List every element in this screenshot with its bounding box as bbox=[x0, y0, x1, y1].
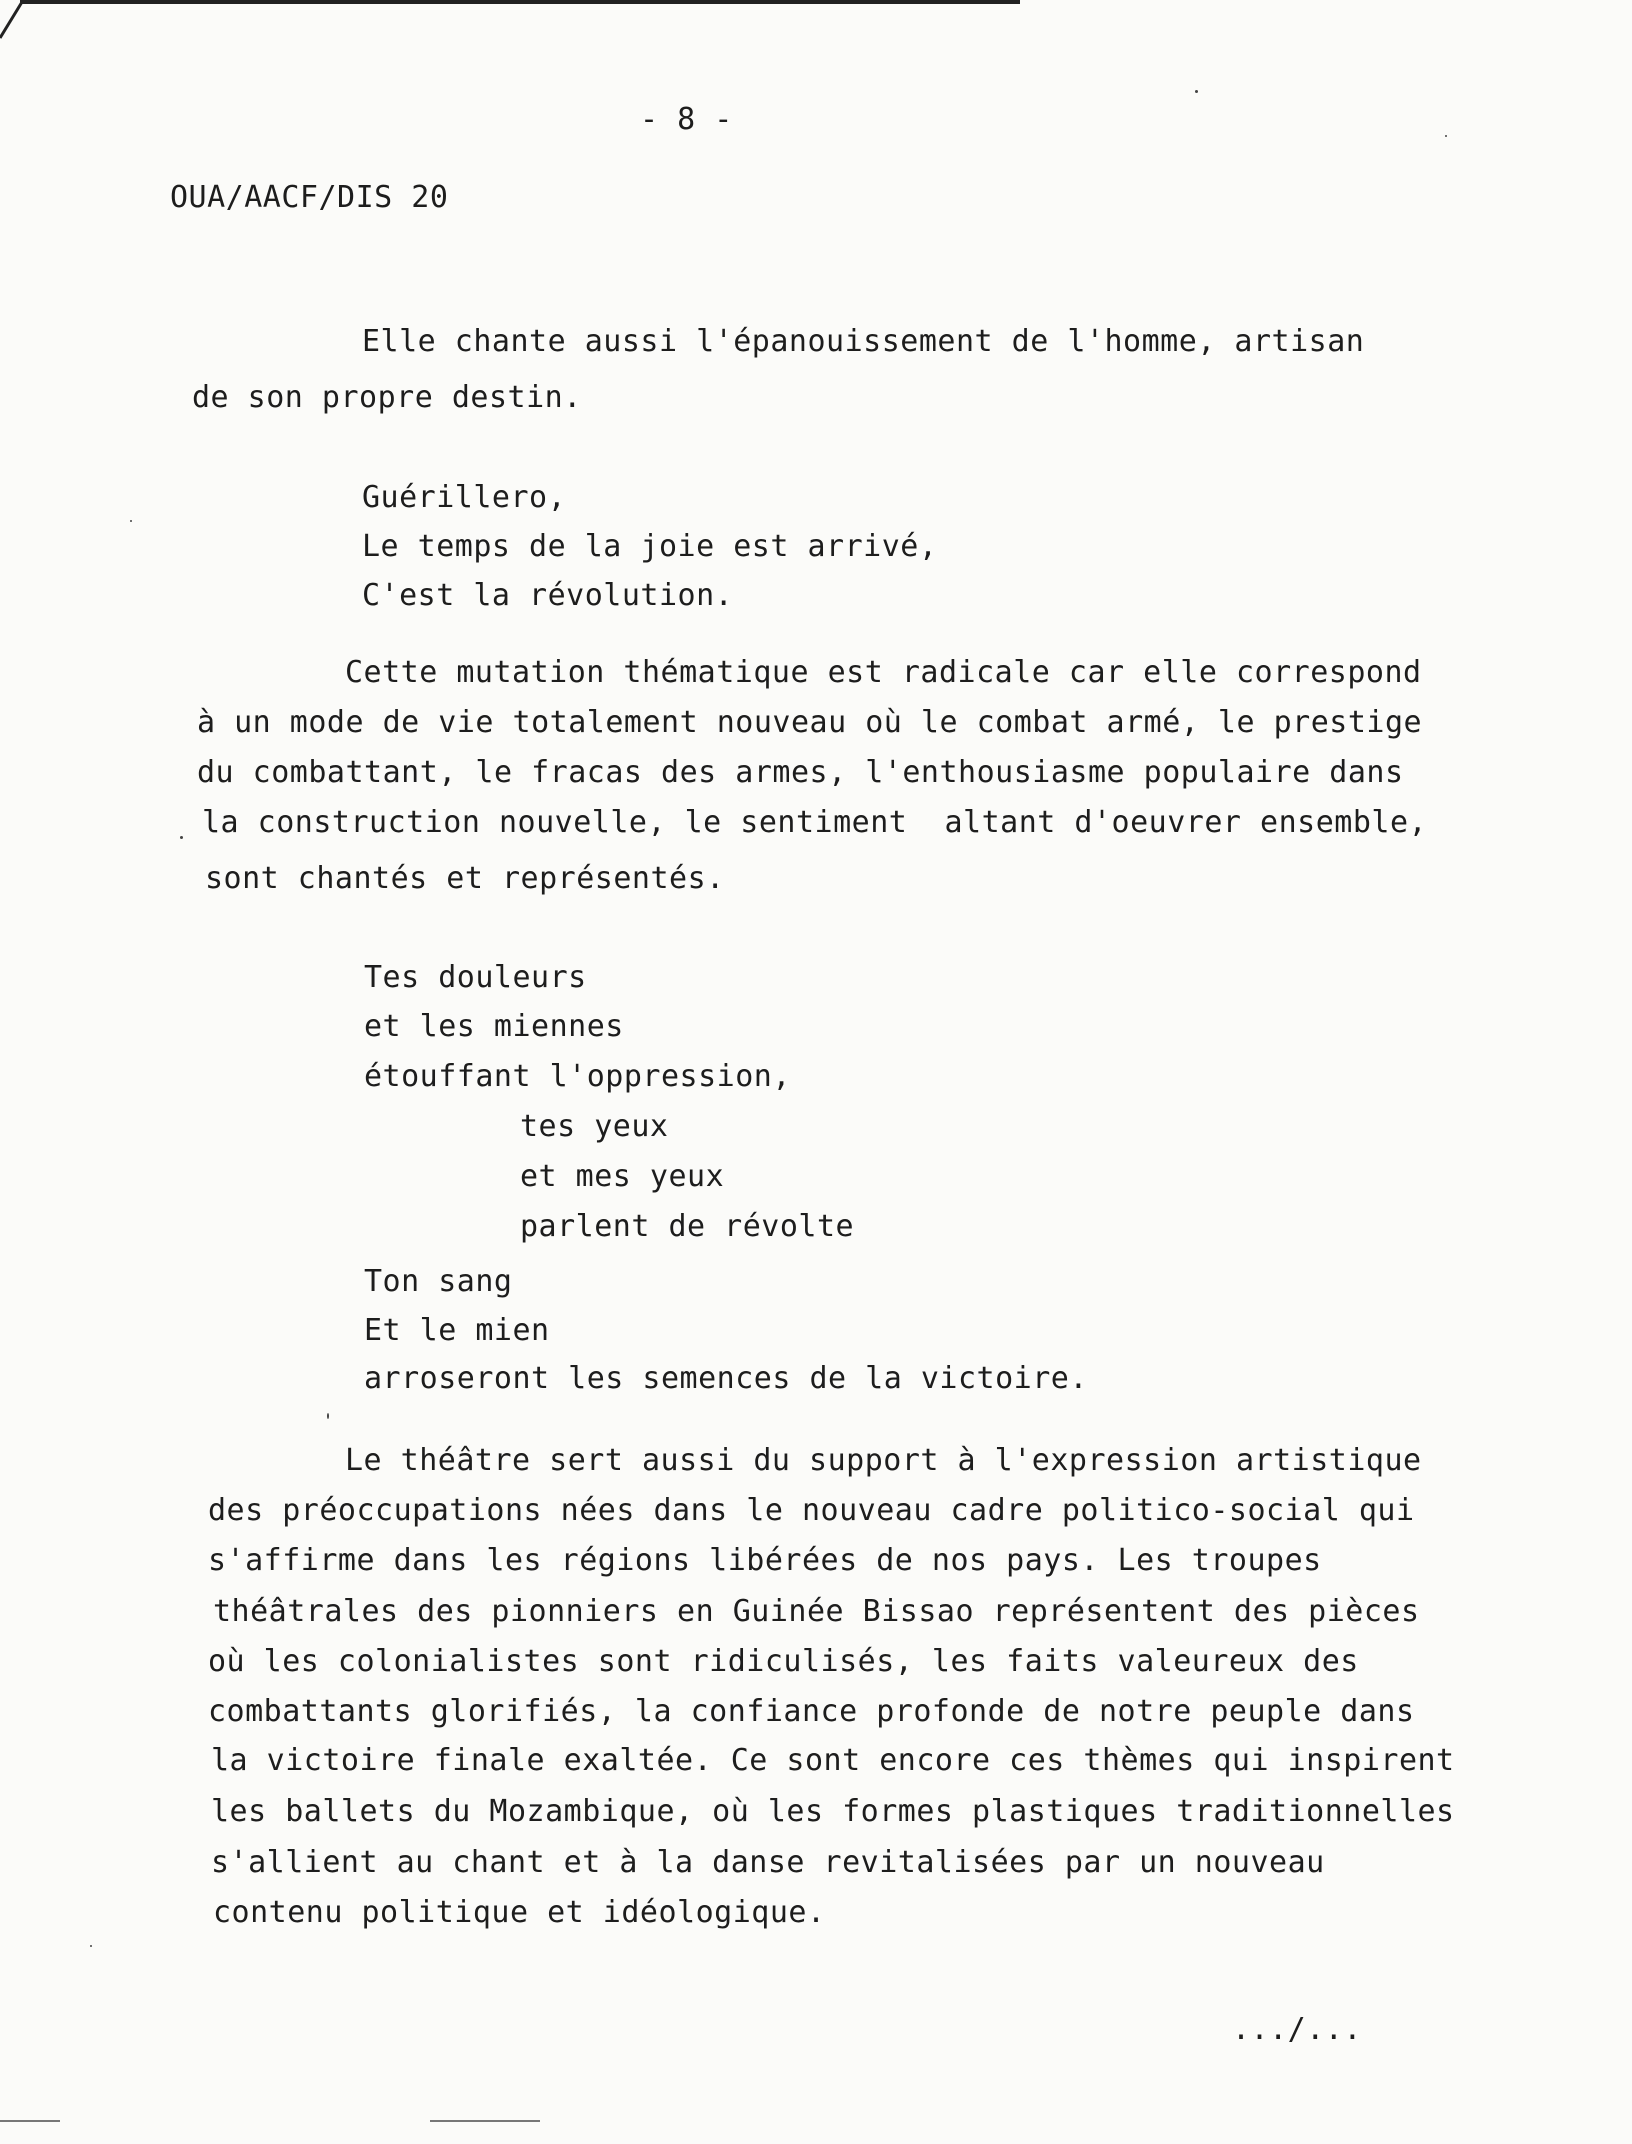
verse-2-line-5: et mes yeux bbox=[520, 1159, 725, 1194]
paragraph-3-line-3: s'affirme dans les régions libérées de nos pays. Les troupes bbox=[208, 1543, 1322, 1578]
verse-2-line-3: étouffant l'oppression, bbox=[364, 1059, 791, 1094]
bottom-scan-line bbox=[0, 2120, 60, 2122]
verse-2-line-7: Ton sang bbox=[364, 1264, 513, 1299]
paragraph-3-line-1: Le théâtre sert aussi du support à l'expression artistique bbox=[345, 1443, 1422, 1478]
paragraph-2-line-3: du combattant, le fracas des armes, l'enthousiasme populaire dans bbox=[197, 755, 1404, 790]
paragraph-1-line-2: de son propre destin. bbox=[192, 380, 582, 415]
scan-speck bbox=[327, 1413, 329, 1419]
document-reference: OUA/AACF/DIS 20 bbox=[170, 180, 449, 215]
paragraph-2-line-4: la construction nouvelle, le sentiment altant d'oeuvrer ensemble, bbox=[202, 805, 1428, 840]
bottom-scan-line bbox=[430, 2120, 540, 2122]
verse-2-line-2: et les miennes bbox=[364, 1009, 624, 1044]
page-number: - 8 - bbox=[640, 102, 733, 137]
scan-speck bbox=[130, 520, 132, 522]
paragraph-3-line-5: où les colonialistes sont ridiculisés, les faits valeureux des bbox=[208, 1644, 1359, 1679]
continuation-mark: .../... bbox=[1232, 2012, 1362, 2047]
verse-1-line-1: Guérillero, bbox=[362, 480, 567, 515]
paragraph-3-line-6: combattants glorifiés, la confiance profonde de notre peuple dans bbox=[208, 1694, 1415, 1729]
paragraph-2-line-5: sont chantés et représentés. bbox=[205, 861, 725, 896]
paragraph-3-line-8: les ballets du Mozambique, où les formes plastiques traditionnelles bbox=[211, 1794, 1455, 1829]
corner-scan-mark bbox=[0, 0, 40, 40]
paragraph-3-line-9: s'allient au chant et à la danse revitalisées par un nouveau bbox=[211, 1845, 1325, 1880]
scan-speck bbox=[90, 1945, 92, 1947]
paragraph-2-line-1: Cette mutation thématique est radicale car elle correspond bbox=[345, 655, 1422, 690]
verse-2-line-6: parlent de révolte bbox=[520, 1209, 855, 1244]
verse-2-line-1: Tes douleurs bbox=[364, 960, 587, 995]
verse-1-line-2: Le temps de la joie est arrivé, bbox=[362, 529, 938, 564]
verse-2-line-4: tes yeux bbox=[520, 1109, 669, 1144]
paragraph-3-line-7: la victoire finale exaltée. Ce sont encore ces thèmes qui inspirent bbox=[211, 1743, 1455, 1778]
scan-speck bbox=[1445, 135, 1447, 137]
paragraph-3-line-10: contenu politique et idéologique. bbox=[213, 1895, 826, 1930]
paragraph-1-line-1: Elle chante aussi l'épanouissement de l'homme, artisan bbox=[362, 324, 1365, 359]
paragraph-3-line-4: théâtrales des pionniers en Guinée Bissao représentent des pièces bbox=[213, 1594, 1420, 1629]
verse-1-line-3: C'est la révolution. bbox=[362, 578, 734, 613]
scan-speck bbox=[180, 836, 183, 839]
scan-speck bbox=[1195, 90, 1198, 93]
verse-2-line-9: arroseront les semences de la victoire. bbox=[364, 1361, 1088, 1396]
paragraph-2-line-2: à un mode de vie totalement nouveau où le combat armé, le prestige bbox=[197, 705, 1423, 740]
paragraph-3-line-2: des préoccupations nées dans le nouveau cadre politico-social qui bbox=[208, 1493, 1415, 1528]
verse-2-line-8: Et le mien bbox=[364, 1313, 550, 1348]
top-border-line bbox=[20, 0, 1020, 4]
